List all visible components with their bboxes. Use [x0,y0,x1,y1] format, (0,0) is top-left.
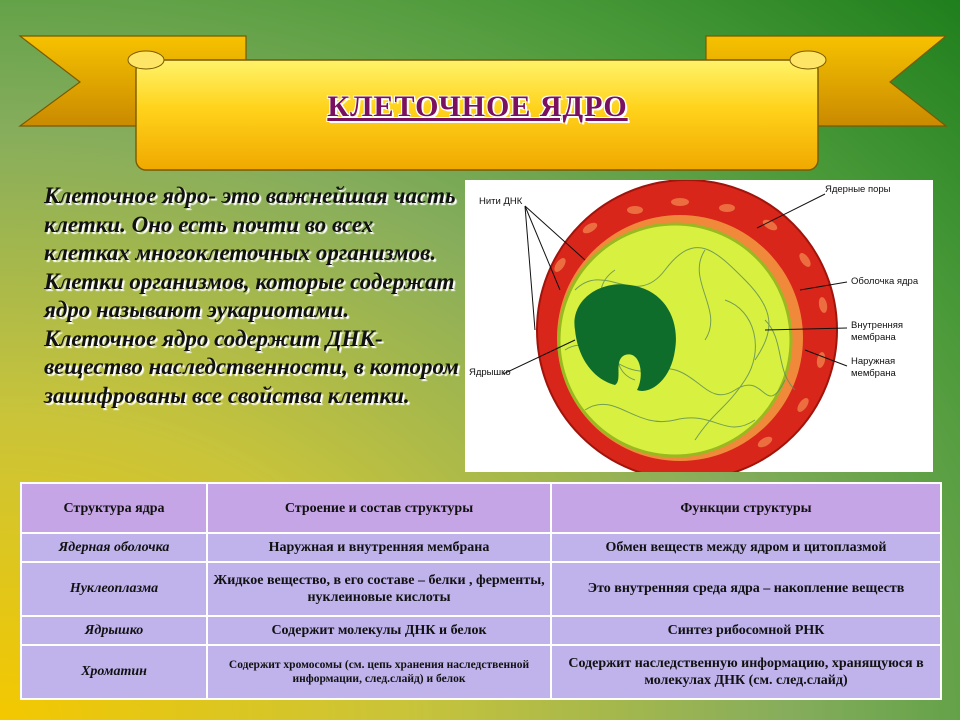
header-composition: Строение и состав структуры [207,483,551,533]
row-structure: Содержит молекулы ДНК и белок [207,616,551,645]
row-structure: Жидкое вещество, в его составе – белки , ферменты, нуклеиновые кислоты [207,562,551,616]
table-header-row [21,483,941,533]
label-dna-threads: Нити ДНК [479,196,523,207]
table-row [21,533,941,562]
label-nuclear-envelope: Оболочка ядра [851,276,919,287]
label-inner-membrane-1: Внутренняя [851,320,904,331]
row-name: Ядрышко [21,616,207,645]
nucleus-figure [465,180,933,472]
row-structure: Содержит хромосомы (см. цепь хранения наследственной информации, след.слайд) и белок [207,645,551,699]
row-function: Обмен веществ между ядром и цитоплазмой [551,533,941,562]
row-function: Синтез рибосомной РНК [551,616,941,645]
row-function: Содержит наследственную информацию, хранящуюся в молекулах ДНК (см. след.слайд) [551,645,941,699]
label-outer-membrane-2: мембрана [851,368,896,379]
label-inner-membrane-2: мембрана [851,332,896,343]
label-nucleolus: Ядрышко [469,367,511,378]
header-function: Функции структуры [551,483,941,533]
intro-paragraph: Клеточное ядро- это важнейшая часть клетки. Оно есть почти во всех клетках многоклеточных организмов. Клетки организмов, которые содержат ядро называют эукариотами. Клеточное ядро содержит ДНК- вещество наследственности, в котором зашифрованы все свойства клетки. [44,183,459,408]
table-row [21,562,941,616]
row-name: Нуклеоплазма [21,562,207,616]
label-nuclear-pores: Ядерные поры [825,184,891,195]
header-structure: Структура ядра [21,483,207,533]
label-outer-membrane-1: Наружная [851,356,896,367]
row-function: Это внутренняя среда ядра – накопление веществ [551,562,941,616]
row-structure: Наружная и внутренняя мембрана [207,533,551,562]
table-row [21,616,941,645]
page-title: КЛЕТОЧНОЕ ЯДРО [327,90,628,123]
table-row [21,645,941,699]
row-name: Ядерная оболочка [21,533,207,562]
nucleus-structure-table [20,482,942,700]
row-name: Хроматин [21,645,207,699]
